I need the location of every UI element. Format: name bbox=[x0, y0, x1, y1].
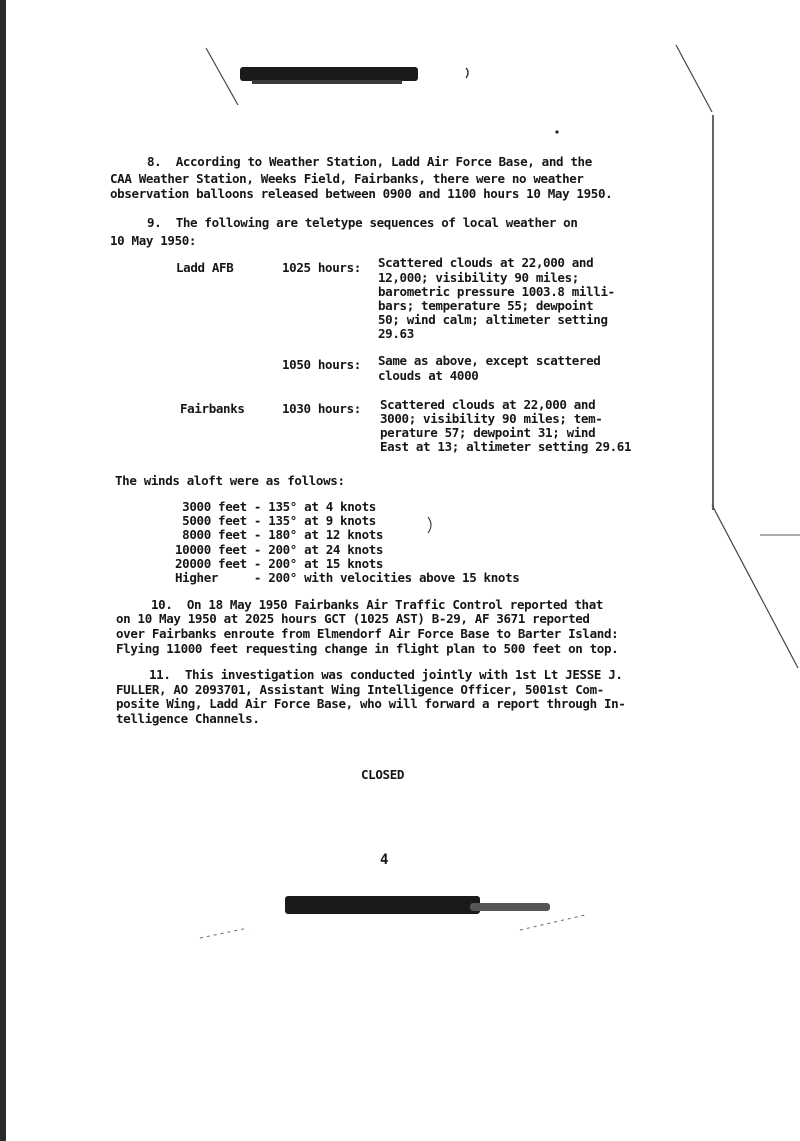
weather-line: 12,000; visibility 90 miles; bbox=[378, 270, 579, 285]
weather-time: 1030 hours: bbox=[282, 401, 361, 416]
weather-station: Fairbanks bbox=[180, 401, 245, 416]
paragraph-9-line-1: 9. The following are teletype sequences of local weather on bbox=[147, 215, 578, 230]
page-left-edge bbox=[0, 0, 6, 1141]
paragraph-8-line-1: 8. According to Weather Station, Ladd Air Force Base, and the bbox=[147, 154, 592, 169]
weather-line: 3000; visibility 90 miles; tem- bbox=[380, 411, 603, 426]
bottom-redaction-bar bbox=[285, 896, 480, 914]
weather-time: 1025 hours: bbox=[282, 260, 361, 275]
closed-label: CLOSED bbox=[361, 767, 405, 782]
weather-line: Scattered clouds at 22,000 and bbox=[378, 255, 594, 270]
paragraph-10-line-3: over Fairbanks enroute from Elmendorf Air Force Base to Barter Island: bbox=[116, 626, 619, 641]
weather-line: Same as above, except scattered bbox=[378, 353, 601, 368]
paragraph-11-line-2: FULLER, AO 2093701, Assistant Wing Intelligence Officer, 5001st Com- bbox=[116, 682, 604, 697]
paragraph-10-line-1: 10. On 18 May 1950 Fairbanks Air Traffic Control reported that bbox=[151, 597, 604, 612]
weather-line: perature 57; dewpoint 31; wind bbox=[380, 425, 596, 440]
winds-row: Higher - 200° with velocities above 15 knots bbox=[175, 570, 520, 585]
top-redaction-bar bbox=[240, 67, 418, 81]
weather-line: 50; wind calm; altimeter setting bbox=[378, 312, 608, 327]
paragraph-10-line-4: Flying 11000 feet requesting change in flight plan to 500 feet on top. bbox=[116, 641, 619, 656]
weather-station: Ladd AFB bbox=[176, 260, 234, 275]
weather-line: Scattered clouds at 22,000 and bbox=[380, 397, 596, 412]
winds-row: 3000 feet - 135° at 4 knots bbox=[175, 499, 376, 514]
page-number: 4 bbox=[380, 852, 389, 868]
winds-aloft-heading: The winds aloft were as follows: bbox=[115, 473, 345, 488]
weather-time: 1050 hours: bbox=[282, 357, 361, 372]
weather-line: East at 13; altimeter setting 29.61 bbox=[380, 439, 632, 454]
paragraph-9-line-2: 10 May 1950: bbox=[110, 233, 197, 248]
weather-line: clouds at 4000 bbox=[378, 368, 479, 383]
weather-line: 29.63 bbox=[378, 326, 414, 341]
paragraph-11-line-1: 11. This investigation was conducted jointly with 1st Lt JESSE J. bbox=[149, 667, 623, 682]
paragraph-11-line-3: posite Wing, Ladd Air Force Base, who will forward a report through In- bbox=[116, 696, 626, 711]
weather-line: bars; temperature 55; dewpoint bbox=[378, 298, 594, 313]
winds-row: 8000 feet - 180° at 12 knots bbox=[175, 527, 384, 542]
weather-line: barometric pressure 1003.8 milli- bbox=[378, 284, 615, 299]
paragraph-10-line-2: on 10 May 1950 at 2025 hours GCT (1025 AST) B-29, AF 3671 reported bbox=[116, 611, 590, 626]
winds-row: 10000 feet - 200° at 24 knots bbox=[175, 542, 384, 557]
paragraph-11-line-4: telligence Channels. bbox=[116, 711, 260, 726]
paragraph-8-line-2: CAA Weather Station, Weeks Field, Fairbanks, there were no weather bbox=[110, 171, 584, 186]
winds-row: 5000 feet - 135° at 9 knots bbox=[175, 513, 376, 528]
winds-row: 20000 feet - 200° at 15 knots bbox=[175, 556, 384, 571]
paragraph-8-line-3: observation balloons released between 0900 and 1100 hours 10 May 1950. bbox=[110, 186, 613, 201]
